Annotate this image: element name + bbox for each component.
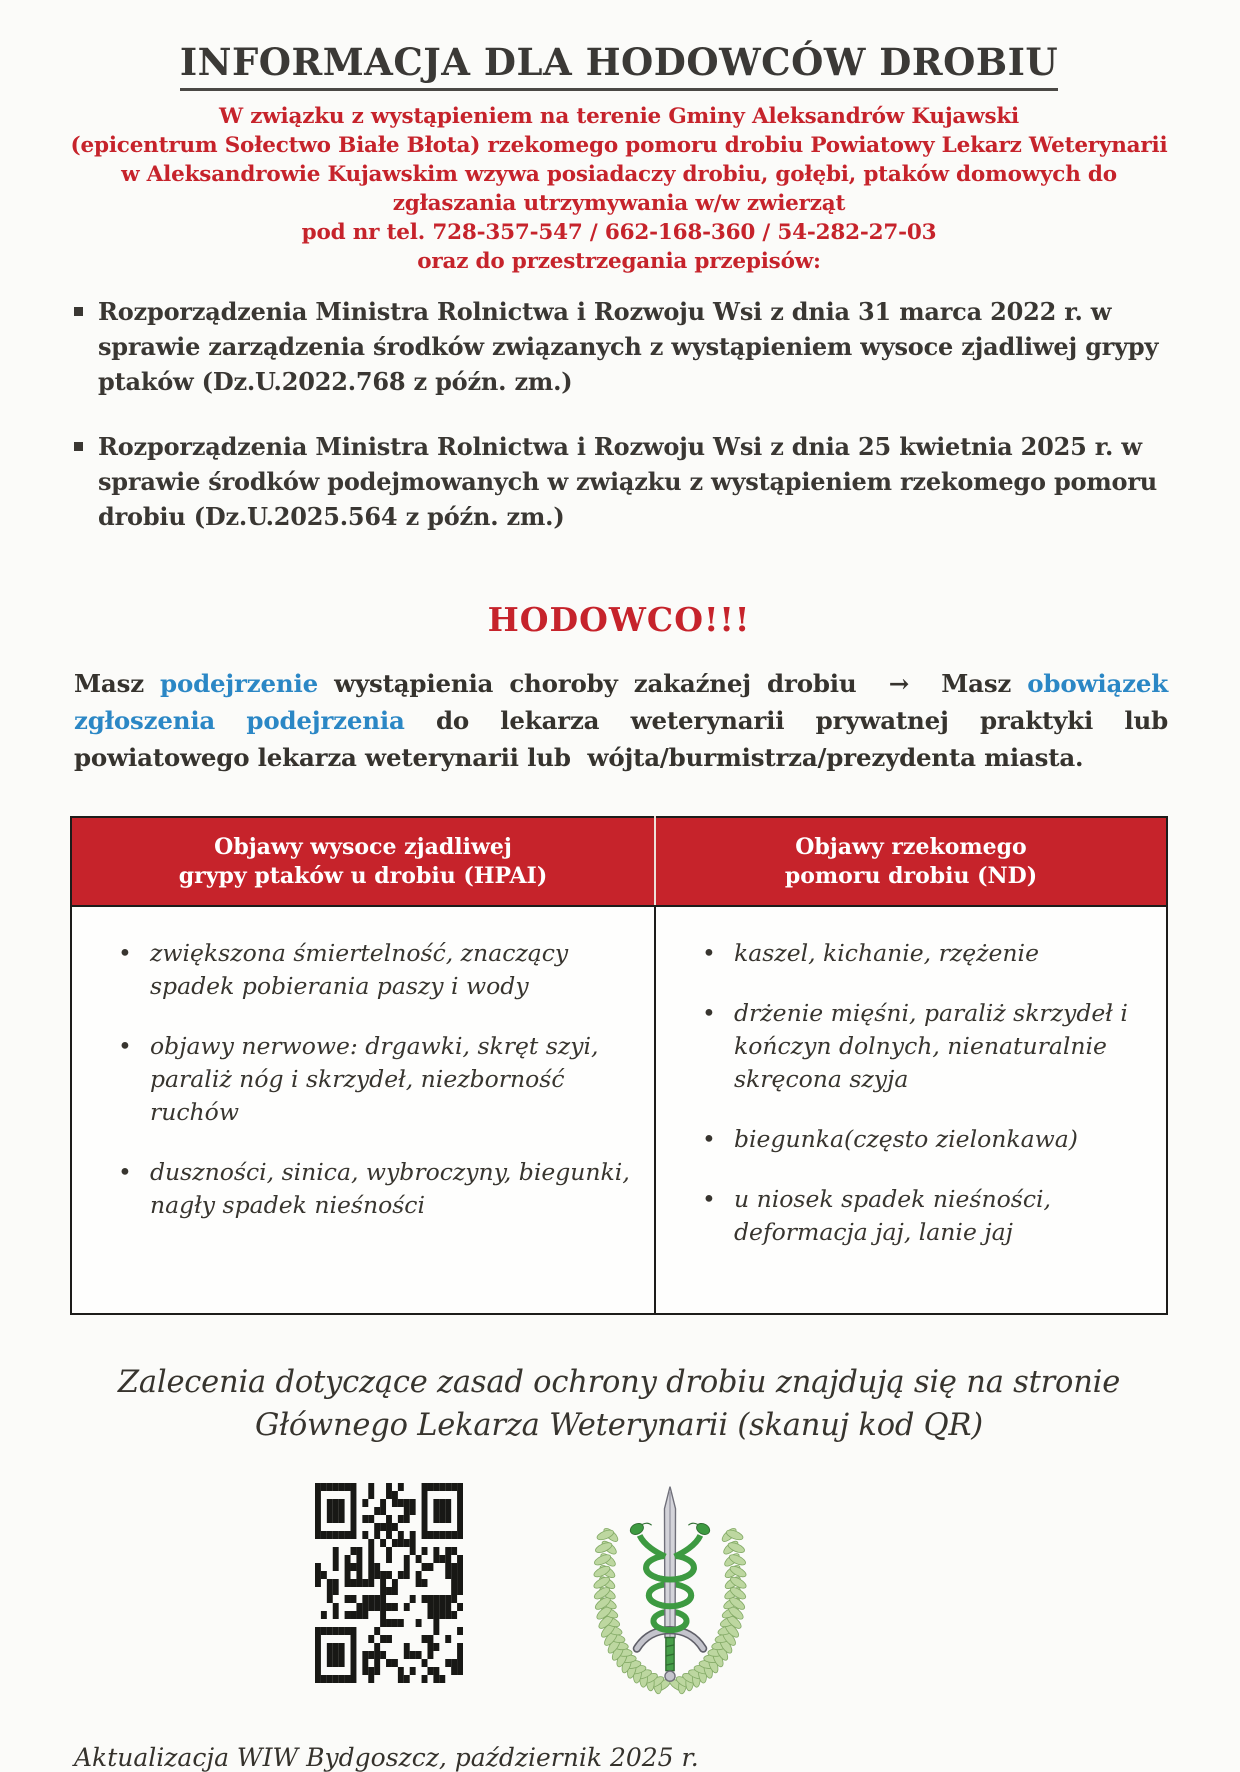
intro-line: W związku z wystąpieniem na terenie Gminy Aleksandrów Kujawski (218, 104, 1020, 129)
sword-icon (637, 1487, 703, 1682)
table-cell-nd (655, 906, 1167, 1314)
symptom-item: • objawy nerwowe: drgawki, skręt szyi, paraliż nóg i skrzydeł, niezborność ruchów (116, 1030, 640, 1129)
intro-line: oraz do przestrzegania przepisów: (417, 249, 821, 274)
qr-code-icon (315, 1483, 463, 1683)
page-title-text: INFORMACJA DLA HODOWCÓW DROBIU (180, 40, 1058, 91)
table-header-nd (655, 817, 1167, 906)
table-header-hpai (71, 817, 655, 906)
graphics-row (70, 1475, 1168, 1697)
table-header-line: Objawy wysoce zjadliwej (214, 834, 512, 860)
alert-paragraph (74, 665, 1177, 776)
symptom-item: • duszności, sinica, wybroczyny, biegunki, nagły spadek nieśności (116, 1156, 640, 1222)
alert-heading: HODOWCO!!! (487, 600, 751, 639)
veterinary-inspection-logo-icon (578, 1475, 762, 1697)
table-header-line: grypy ptaków u drobiu (HPAI) (178, 863, 548, 889)
alert-highlight: obowiązek zgłoszenia podejrzenia (74, 669, 1177, 735)
intro-line: pod nr tel. 728-357-547 / 662-168-360 / 54-282-27-03 (301, 220, 937, 245)
regulation-item: Rozporządzenia Ministra Rolnictwa i Rozwoju Wsi z dnia 25 kwietnia 2025 r. w sprawie środków podejmowanych w związku z wystąpieniem rzekomego pomoru drobiu (Dz.U.2025.564 z późn. zm.) (70, 429, 1168, 534)
symptoms-table (70, 816, 1168, 1315)
symptom-item: • biegunka(często zielonkawa) (700, 1123, 1152, 1156)
regulations-list (70, 294, 1168, 534)
symptom-item: • kaszel, kichanie, rzężenie (700, 937, 1152, 970)
table-cell-hpai (71, 906, 655, 1314)
symptom-item: • u niosek spadek nieśności, deformacja jaj, lanie jaj (700, 1183, 1152, 1249)
page-title (70, 40, 1168, 84)
qr-note-line: Głównego Lekarza Weterynarii (skanuj kod QR) (255, 1408, 983, 1443)
alert-text: Masz (74, 669, 161, 698)
table-header-line: pomoru drobiu (ND) (784, 863, 1038, 889)
intro-line: zgłaszania utrzymywania w/w zwierząt (392, 191, 846, 216)
symptom-item: • drżenie mięśni, paraliż skrzydeł i kończyn dolnych, nienaturalnie skręcona szyja (700, 997, 1152, 1096)
footer-update-note: Aktualizacja WIW Bydgoszcz, październik 2025 r. (74, 1743, 699, 1772)
intro-red-text (70, 102, 1168, 276)
alert-highlight: podejrzenie (160, 669, 318, 698)
symptom-item: • zwiększona śmiertelność, znaczący spadek pobierania paszy i wody (116, 937, 640, 1003)
qr-instruction-text (70, 1361, 1168, 1447)
intro-line: (epicentrum Sołectwo Białe Błota) rzekomego pomoru drobiu Powiatowy Lekarz Weterynarii (70, 133, 1168, 158)
qr-note-line: Zalecenia dotyczące zasad ochrony drobiu znajdują się na stronie (117, 1365, 1121, 1400)
hpai-symptoms-list (116, 937, 640, 1222)
alert-text: wystąpienia choroby zakaźnej drobiu → Masz (318, 669, 1028, 698)
table-header-line: Objawy rzekomego (795, 834, 1027, 860)
alert-text: do lekarza weterynarii prywatnej praktyki lub powiatowego lekarza weterynarii lub wójta/burmistrza/prezydenta miasta. (74, 706, 1177, 772)
nd-symptoms-list (700, 937, 1152, 1249)
regulation-item: Rozporządzenia Ministra Rolnictwa i Rozwoju Wsi z dnia 31 marca 2022 r. w sprawie zarządzenia środków związanych z wystąpieniem wysoce zjadliwej grypy ptaków (Dz.U.2022.768 z późn. zm.) (70, 294, 1168, 399)
intro-line: w Aleksandrowie Kujawskim wzywa posiadaczy drobiu, gołębi, ptaków domowych do (121, 162, 1117, 187)
